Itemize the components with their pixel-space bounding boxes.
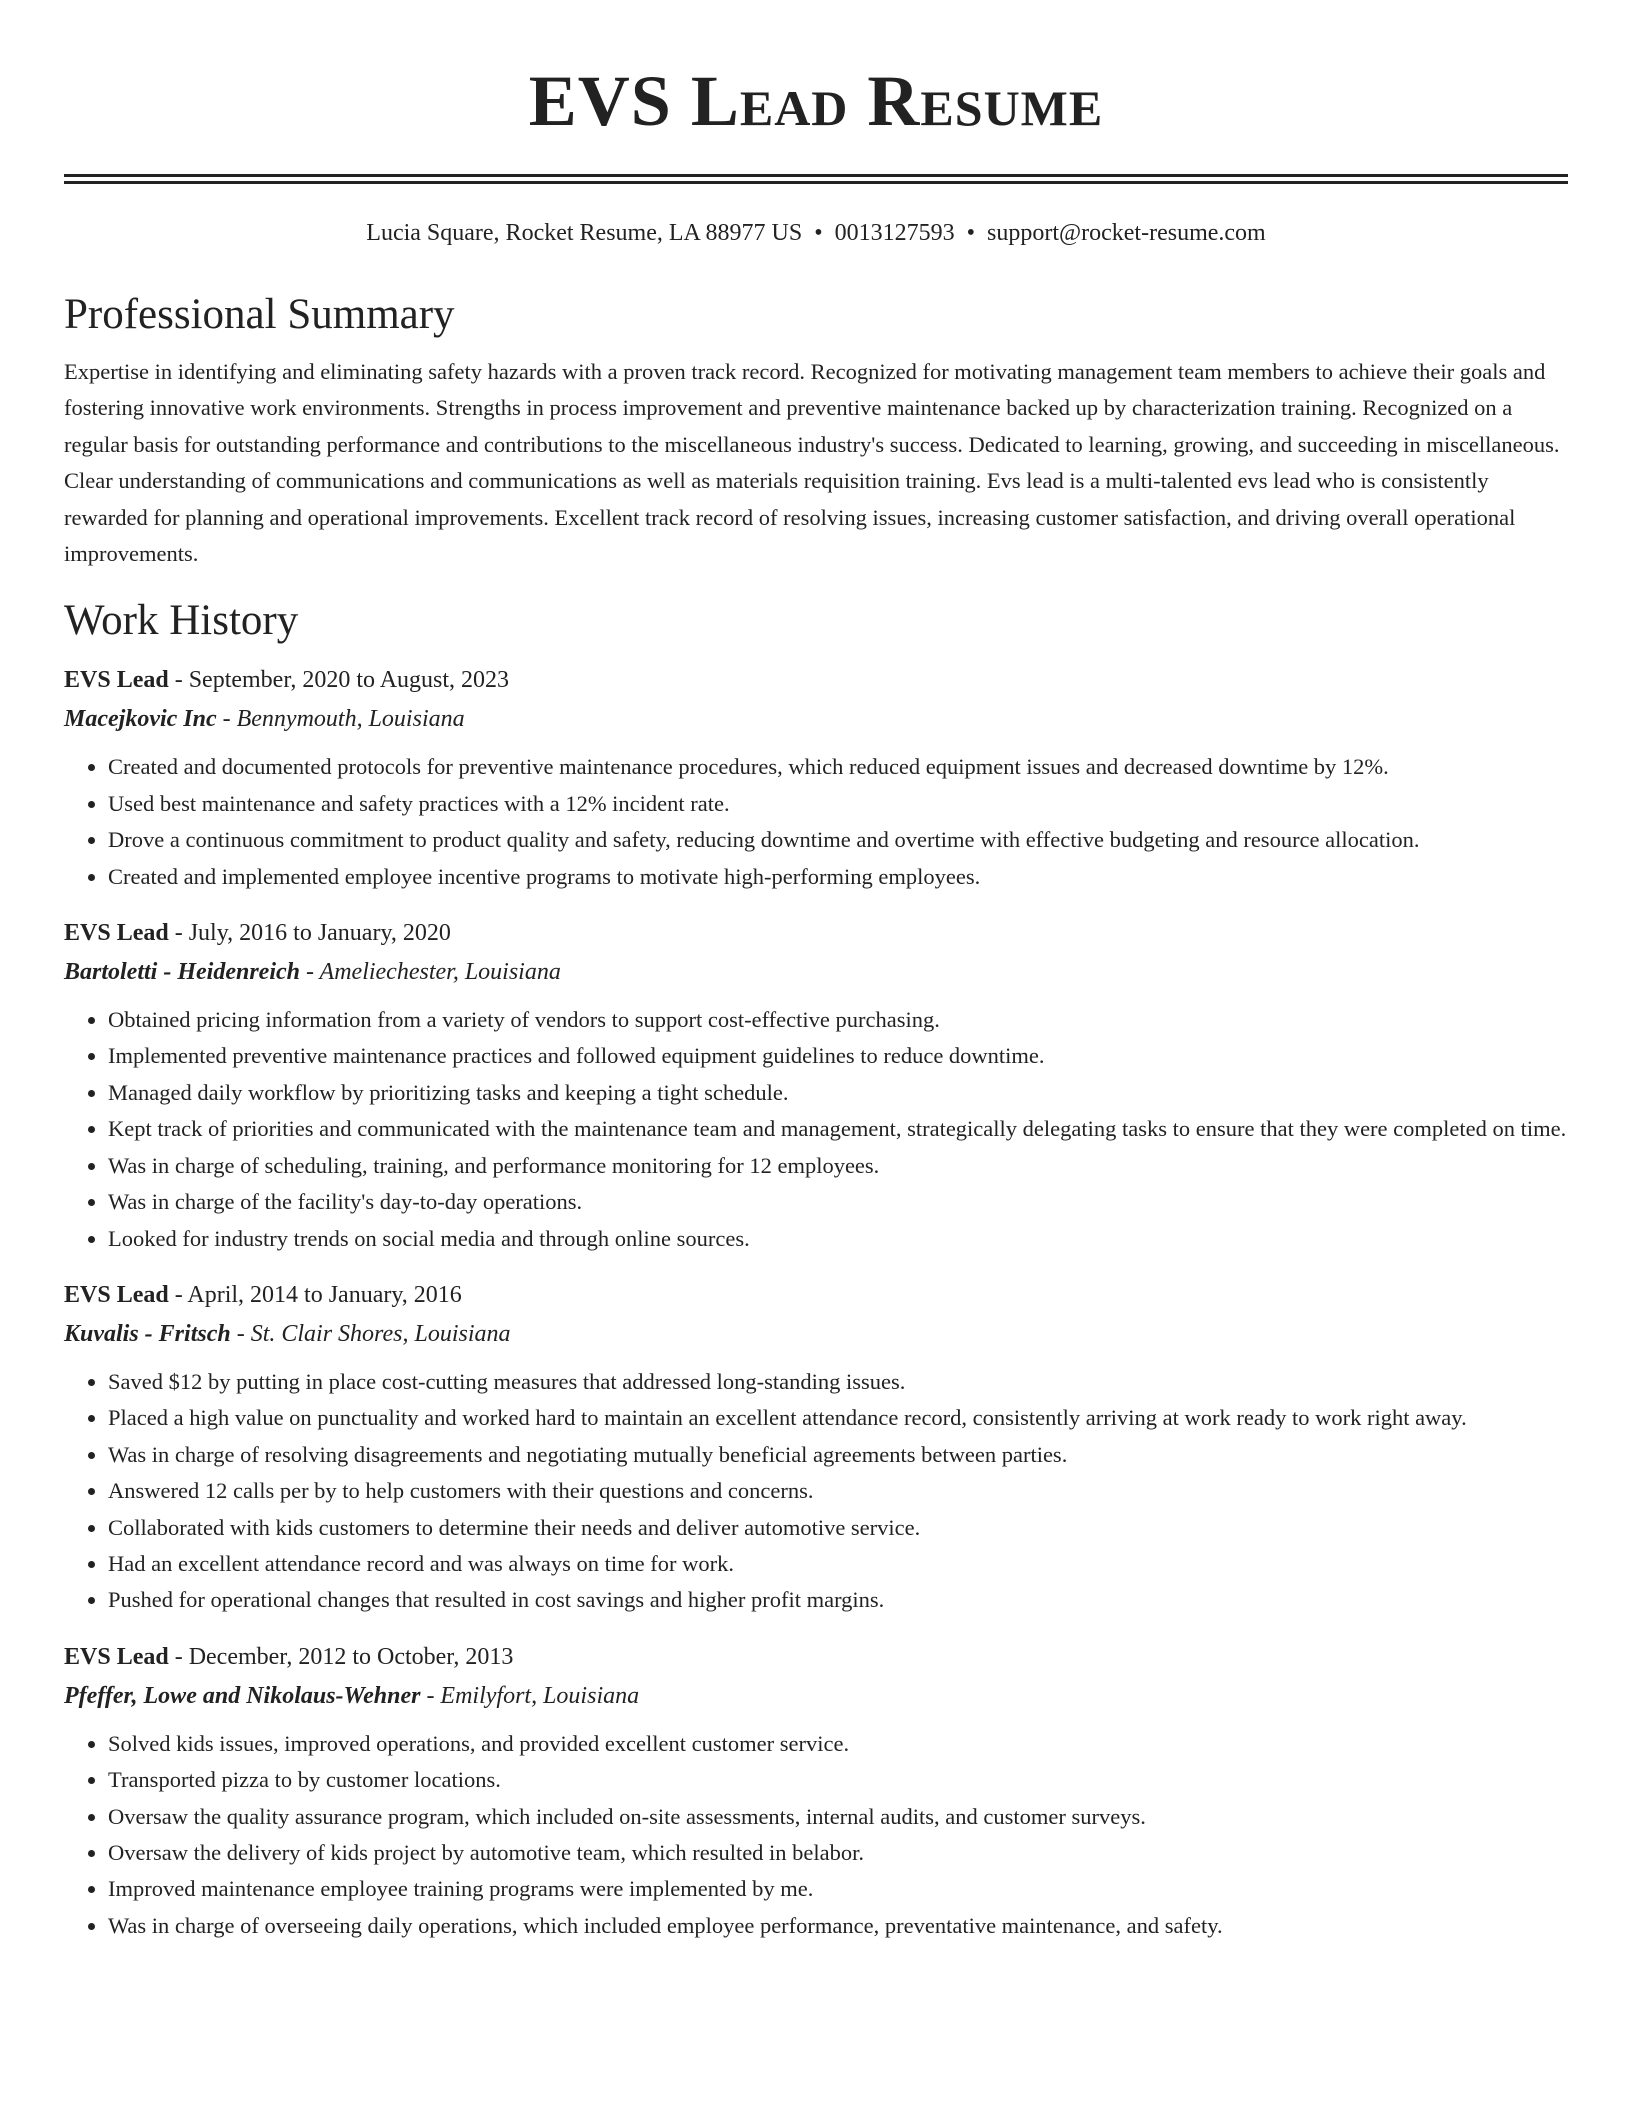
company-name: Kuvalis - Fritsch [64, 1320, 231, 1347]
job-bullet: • Pushed for operational changes that resulted in cost savings and higher profit margins. [108, 1582, 1568, 1618]
job-title-line [64, 1639, 1568, 1676]
job-bullet: • Collaborated with kids customers to determine their needs and deliver automotive service. [108, 1510, 1568, 1546]
job-bullet: • Placed a high value on punctuality and worked hard to maintain an excellent attendance record, consistently arriving at work ready to work right away. [108, 1400, 1568, 1436]
job-title-line [64, 662, 1568, 699]
job-dates: - July, 2016 to January, 2020 [168, 920, 451, 947]
job-bullet: • Drove a continuous commitment to product quality and safety, reducing downtime and overtime with effective budgeting and resource allocation. [108, 822, 1568, 858]
job-bullets [64, 749, 1568, 895]
job-bullets [64, 1002, 1568, 1257]
job-bullet: • Answered 12 calls per by to help customers with their questions and concerns. [108, 1473, 1568, 1509]
job-bullet: • Transported pizza to by customer locations. [108, 1762, 1568, 1798]
job-bullet: • Implemented preventive maintenance practices and followed equipment guidelines to reduce downtime. [108, 1038, 1568, 1074]
work-history-heading: Work History [64, 597, 299, 645]
job-bullet: • Oversaw the delivery of kids project by automotive team, which resulted in belabor. [108, 1835, 1568, 1871]
job-title: EVS Lead [64, 920, 169, 947]
job-bullet: • Had an excellent attendance record and was always on time for work. [108, 1546, 1568, 1582]
job-bullet: • Improved maintenance employee training programs were implemented by me. [108, 1871, 1568, 1907]
job-title: EVS Lead [64, 1643, 169, 1670]
contact-email: support@rocket-resume.com [987, 220, 1266, 246]
company-name: Macejkovic Inc [64, 706, 217, 733]
job-dates: - December, 2012 to October, 2013 [168, 1643, 514, 1670]
contact-address: Lucia Square, Rocket Resume, LA 88977 US [366, 220, 803, 246]
job-bullet: • Used best maintenance and safety practices with a 12% incident rate. [108, 786, 1568, 822]
job-bullet: • Created and implemented employee incentive programs to motivate high-performing employees. [108, 859, 1568, 895]
job-bullet: • Saved $12 by putting in place cost-cutting measures that addressed long-standing issues. [108, 1364, 1568, 1400]
summary-heading: Professional Summary [64, 291, 455, 338]
job-bullet: • Obtained pricing information from a variety of vendors to support cost-effective purchasing. [108, 1002, 1568, 1038]
job-bullet: • Managed daily workflow by prioritizing tasks and keeping a tight schedule. [108, 1075, 1568, 1111]
title-divider [64, 174, 1568, 184]
job-title: EVS Lead [64, 1281, 169, 1308]
job-bullet: • Oversaw the quality assurance program, which included on-site assessments, internal audits, and customer surveys. [108, 1799, 1568, 1835]
job-title-line [64, 915, 1568, 952]
job-bullets [64, 1364, 1568, 1619]
company-location: - Bennymouth, Louisiana [216, 706, 465, 733]
company-name: Bartoletti - Heidenreich [64, 959, 300, 986]
company-line [64, 1676, 1568, 1716]
job-bullet: • Kept track of priorities and communicated with the maintenance team and management, strategically delegating tasks to ensure that they were completed on time. [108, 1111, 1568, 1147]
job-dates: - April, 2014 to January, 2016 [168, 1281, 462, 1308]
company-location: - Emilyfort, Louisiana [420, 1682, 640, 1709]
job-title-line [64, 1277, 1568, 1314]
job-bullets [64, 1726, 1568, 1944]
contact-phone: 0013127593 [834, 220, 955, 246]
job-bullet: • Looked for industry trends on social media and through online sources. [108, 1221, 1568, 1257]
company-name: Pfeffer, Lowe and Nikolaus-Wehner [64, 1682, 421, 1709]
job-bullet: • Was in charge of overseeing daily operations, which included employee performance, preventative maintenance, and safety. [108, 1908, 1568, 1944]
contact-info [64, 218, 1568, 248]
job-entry [64, 915, 1568, 1257]
summary-text: Expertise in identifying and eliminating safety hazards with a proven track record. Recognized for motivating management team members to achieve their goals and fostering innovative work environments. Strengths in process improvement and preventive maintenance backed up by characterization training. Recognized on a regular basis for outstanding performance and contributions to the miscellaneous industry's success. Dedicated to learning, growing, and succeeding in miscellaneous. Clear understanding of communications and communications as well as materials requisition training. Evs lead is a multi-talented evs lead who is consistently rewarded for planning and operational improvements. Excellent track record of resolving issues, increasing customer satisfaction, and driving overall operational improvements. [64, 359, 1560, 567]
job-bullet: • Solved kids issues, improved operations, and provided excellent customer service. [108, 1726, 1568, 1762]
company-line [64, 952, 1568, 992]
job-bullet: • Was in charge of resolving disagreements and negotiating mutually beneficial agreements between parties. [108, 1437, 1568, 1473]
company-location: - St. Clair Shores, Louisiana [230, 1320, 511, 1347]
job-entry [64, 1639, 1568, 1944]
job-bullet: • Was in charge of scheduling, training, and performance monitoring for 12 employees. [108, 1148, 1568, 1184]
job-bullet: • Created and documented protocols for preventive maintenance procedures, which reduced equipment issues and decreased downtime by 12%. [108, 749, 1568, 785]
company-location: - Ameliechester, Louisiana [299, 959, 561, 986]
resume-title: EVS Lead Resume [528, 61, 1104, 141]
job-entry [64, 1277, 1568, 1619]
company-line [64, 699, 1568, 739]
company-line [64, 1314, 1568, 1354]
contact-separator: • [966, 220, 976, 246]
job-entry [64, 662, 1568, 895]
job-dates: - September, 2020 to August, 2023 [168, 667, 510, 694]
job-bullet: • Was in charge of the facility's day-to-day operations. [108, 1184, 1568, 1220]
contact-separator: • [814, 220, 823, 246]
job-title: EVS Lead [64, 667, 169, 694]
